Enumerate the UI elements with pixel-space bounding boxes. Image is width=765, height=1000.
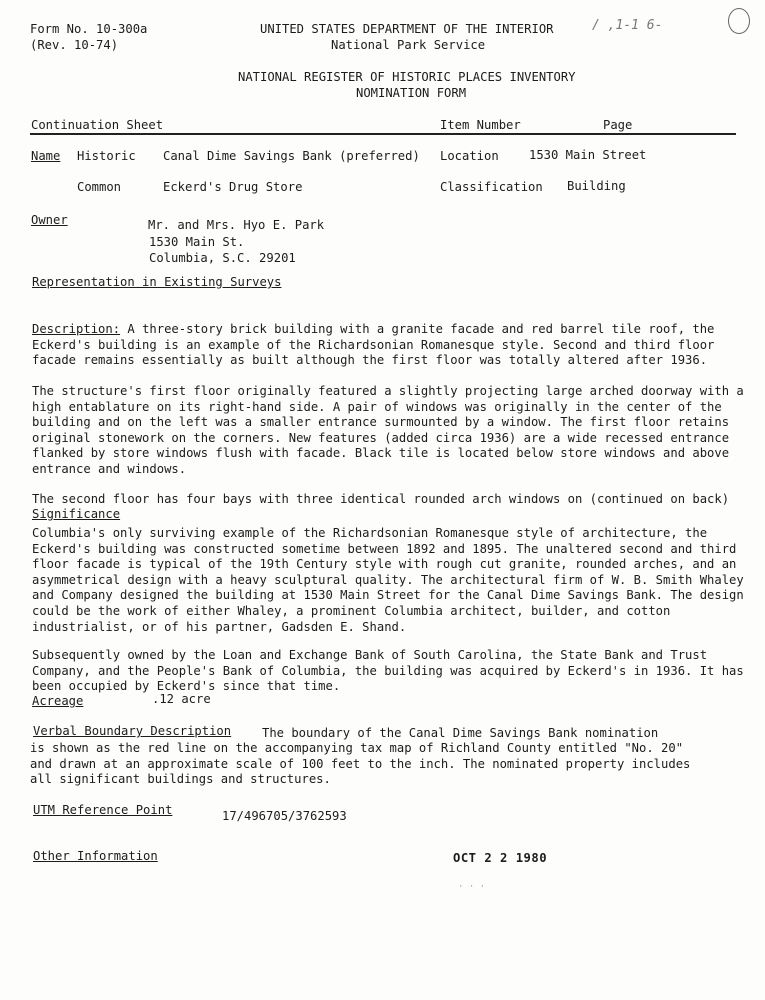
representation-label: Representation in Existing Surveys xyxy=(32,275,282,289)
historic-name: Canal Dime Savings Bank (preferred) xyxy=(163,149,420,163)
circled-number-mark xyxy=(728,8,750,34)
header-rule xyxy=(30,133,736,135)
form-number: Form No. 10-300a xyxy=(30,22,148,36)
significance-paragraph-2: Subsequently owned by the Loan and Exchange Bank of South Carolina, the State Bank and Trust Company, and the People's Bank of Columbia, the building was acquired by Eckerd's in 1936. It has been occupied by Eckerd's since that time. xyxy=(32,648,744,694)
verbal-boundary-label: Verbal Boundary Description xyxy=(33,724,232,738)
historic-label: Historic xyxy=(77,149,136,163)
classification-value: Building xyxy=(567,179,626,193)
utm-value: 17/496705/3762593 xyxy=(222,809,347,823)
utm-label: UTM Reference Point xyxy=(33,803,173,817)
verbal-boundary-line-4: all significant buildings and structures. xyxy=(30,772,331,786)
description-paragraph-3: The second floor has four bays with three identical rounded arch windows on (continued on back) xyxy=(32,492,730,506)
location-label: Location xyxy=(440,149,499,163)
verbal-boundary-line-2: is shown as the red line on the accompanying tax map of Richland County entitled "No. 20" xyxy=(30,741,684,755)
acreage-value: .12 acre xyxy=(152,692,211,706)
classification-label: Classification xyxy=(440,180,543,194)
page-label: Page xyxy=(603,118,633,132)
common-label: Common xyxy=(77,180,122,194)
register-title: NATIONAL REGISTER OF HISTORIC PLACES INVENTORY xyxy=(238,70,576,84)
verbal-boundary-line-3: and drawn at an approximate scale of 100 feet to the inch. The nominated property includes xyxy=(30,757,691,771)
description-section xyxy=(32,322,756,369)
name-label: Name xyxy=(31,149,61,163)
nomination-form-title: NOMINATION FORM xyxy=(356,86,467,100)
description-label: Description: xyxy=(32,322,121,336)
other-information-label: Other Information xyxy=(33,849,158,863)
acreage-label: Acreage xyxy=(32,694,84,708)
verbal-boundary-line-1: The boundary of the Canal Dime Savings Bank nomination xyxy=(262,726,659,740)
department-title: UNITED STATES DEPARTMENT OF THE INTERIOR xyxy=(260,22,554,36)
significance-label: Significance xyxy=(32,507,121,521)
owner-name: Mr. and Mrs. Hyo E. Park xyxy=(148,218,325,232)
service-title: National Park Service xyxy=(331,38,486,52)
significance-paragraph-1: Columbia's only surviving example of the Richardsonian Romanesque style of architecture, the Eckerd's building was constructed sometime between 1892 and 1895. The unaltered second and third floor facade is typical of the 19th Century style with rough cut granite, rounded arches, and an asymmetrical design with a heavy sculptural quality. The architectural firm of W. B. Smith Whaley and Company designed the building at 1530 Main Street for the Canal Dime Savings Bank. The design could be the work of either Whaley, a prominent Columbia architect, builder, and cotton industrialist, or of his partner, Gadsden E. Shand. xyxy=(32,526,744,634)
owner-street: 1530 Main St. xyxy=(149,235,245,249)
date-stamp: OCT 2 2 1980 xyxy=(453,851,548,865)
item-number-label: Item Number xyxy=(440,118,521,132)
common-name: Eckerd's Drug Store xyxy=(163,180,303,194)
description-paragraph-1: A three-story brick building with a granite facade and red barrel tile roof, the Eckerd's building is an example of the Richardsonian Romanesque style. Second and third floor facade remains essentially as built although the first floor was totally altered after 1936. xyxy=(32,322,715,368)
owner-label: Owner xyxy=(31,213,68,227)
location-value: 1530 Main Street xyxy=(529,148,647,162)
handwritten-mark: / ,1-1 6- xyxy=(592,18,663,33)
description-paragraph-2: The structure's first floor originally featured a slightly projecting large arched doorway with a high entablature on its right-hand side. A pair of windows was originally in the center of the building and on the left was a smaller entrance surmounted by a window. The first floor retains original stonework on the corners. New features (added circa 1936) are a wide recessed entrance flanked by store windows flush with facade. Black tile is located below store windows and above entrance and windows. xyxy=(32,384,744,476)
form-revision: (Rev. 10-74) xyxy=(30,38,119,52)
owner-city: Columbia, S.C. 29201 xyxy=(149,251,296,265)
continuation-sheet-label: Continuation Sheet xyxy=(31,118,164,132)
faint-mark: · · · xyxy=(458,882,486,892)
